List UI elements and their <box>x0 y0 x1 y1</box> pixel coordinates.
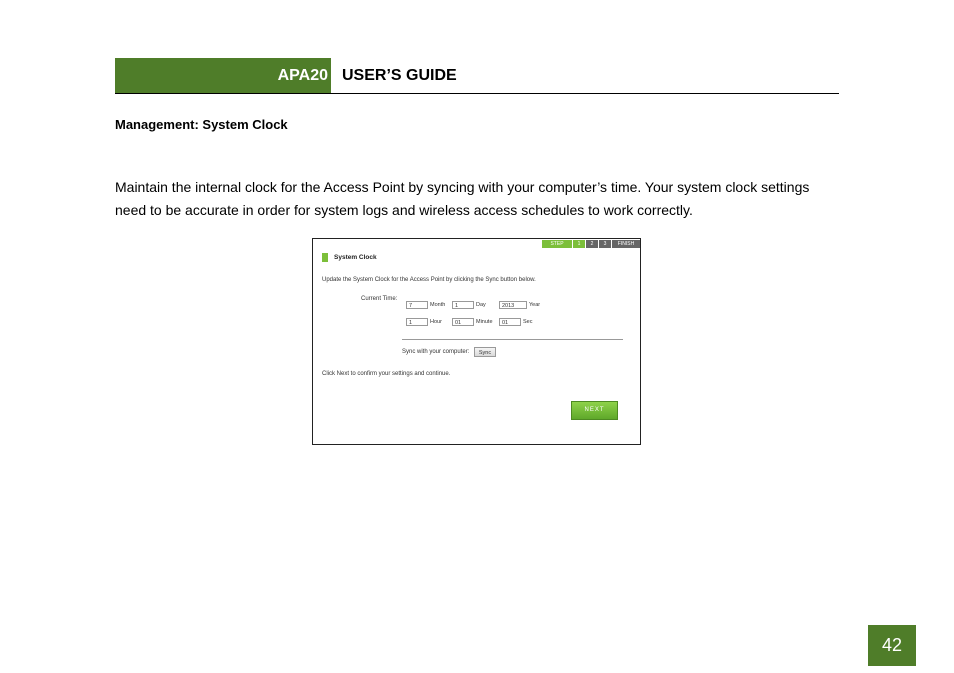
step-1: 1 <box>573 240 585 248</box>
step-3: 3 <box>599 240 611 248</box>
title-marker <box>322 253 328 262</box>
section-body: Maintain the internal clock for the Access Point by syncing with your computer’s time. Your system clock settings need to be accurate in order for system logs and wireless access schedules to work correctly. <box>115 179 810 218</box>
sync-label: Sync with your computer: <box>402 349 470 355</box>
header-product: APA20 <box>277 67 328 84</box>
day-field[interactable]: 1 <box>452 301 474 309</box>
confirm-text: Click Next to confirm your settings and continue. <box>322 371 451 377</box>
minute-unit: Minute <box>476 319 493 325</box>
step-finish: FINISH <box>612 240 640 248</box>
sync-button[interactable]: Sync <box>474 347 496 357</box>
next-button[interactable]: NEXT <box>571 401 618 420</box>
header-rule <box>115 93 839 94</box>
year-unit: Year <box>529 302 541 308</box>
sec-field[interactable]: 01 <box>499 318 521 326</box>
divider <box>402 339 623 340</box>
instruction-text: Update the System Clock for the Access Point by clicking the Sync button below. <box>322 277 536 283</box>
day-unit: Day <box>476 302 486 308</box>
year-field[interactable]: 2013 <box>499 301 527 309</box>
current-time-label: Current Time: <box>361 296 398 302</box>
month-unit: Month <box>430 302 446 308</box>
hour-unit: Hour <box>430 319 442 325</box>
month-field[interactable]: 7 <box>406 301 428 309</box>
step-indicator <box>541 240 640 248</box>
step-2: 2 <box>586 240 598 248</box>
section-heading: Management: System Clock <box>115 117 288 132</box>
header-title: USER’S GUIDE <box>342 67 457 84</box>
system-clock-screenshot <box>312 238 641 445</box>
page-number: 42 <box>868 625 916 666</box>
minute-field[interactable]: 01 <box>452 318 474 326</box>
sec-unit: Sec <box>523 319 533 325</box>
hour-field[interactable]: 1 <box>406 318 428 326</box>
clock-title: System Clock <box>334 254 377 261</box>
step-label: STEP <box>542 240 572 248</box>
